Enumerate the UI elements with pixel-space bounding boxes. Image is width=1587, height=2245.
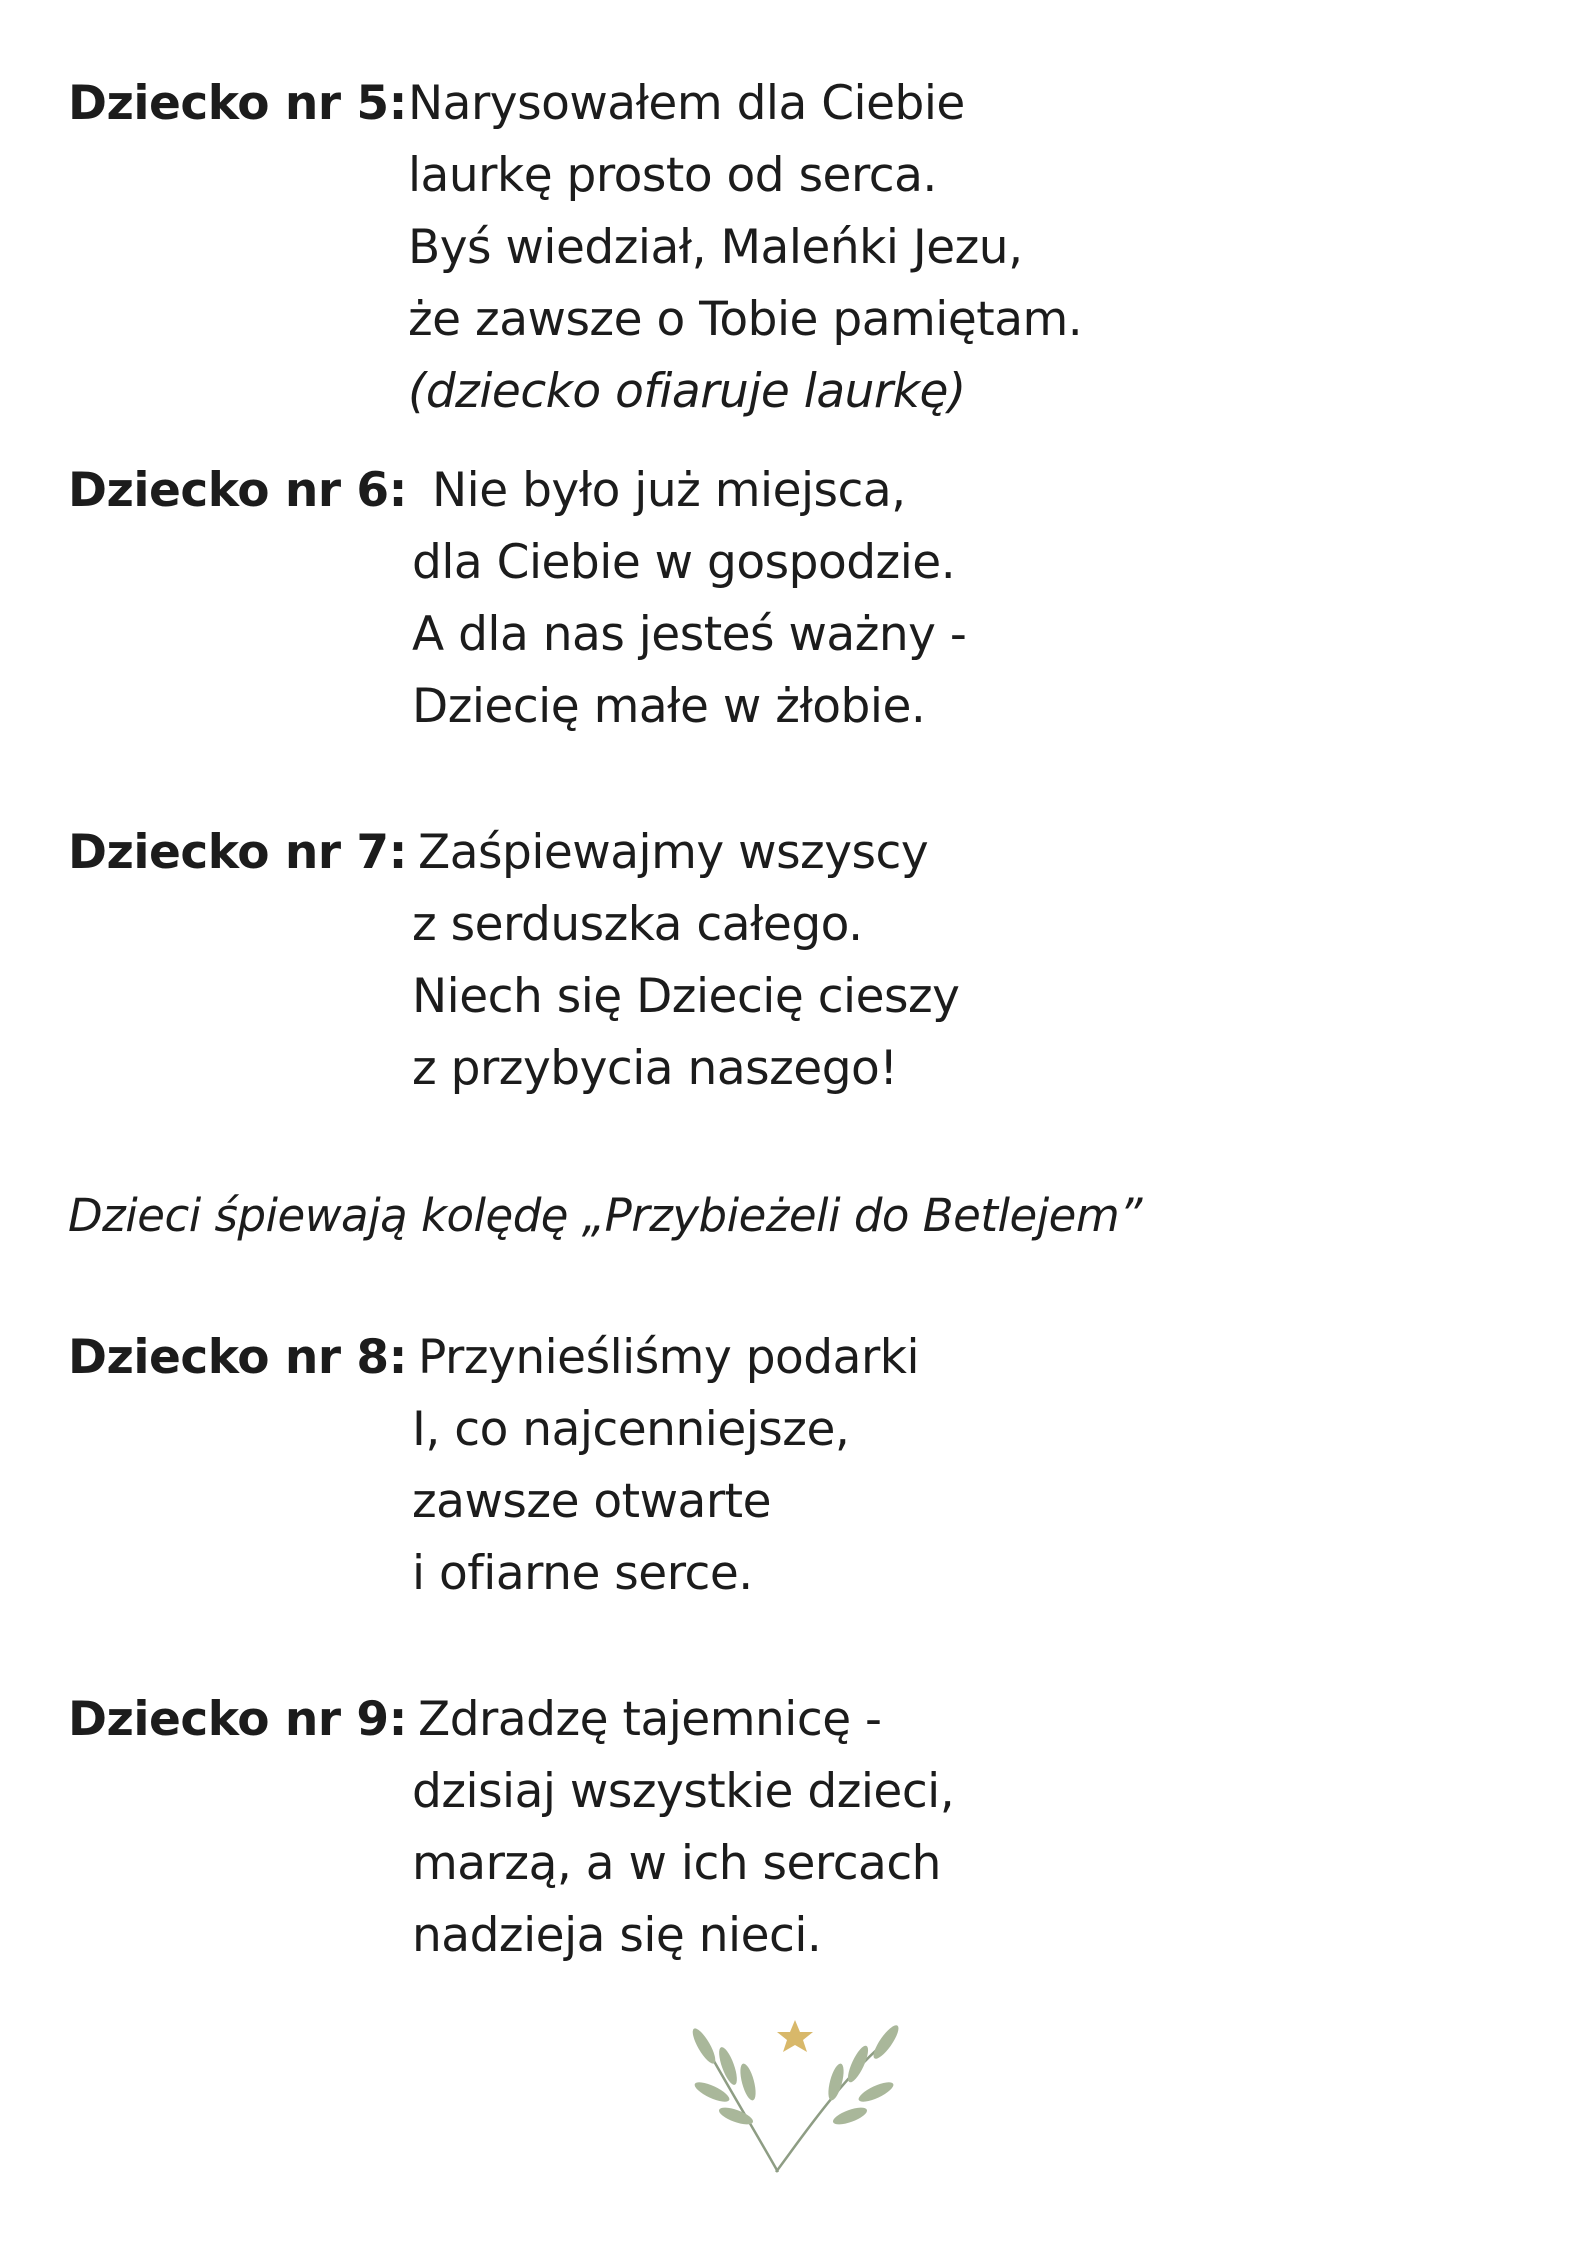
verse-block-7 (68, 817, 1168, 1105)
verse-line: I, co najcenniejsze, (412, 1402, 850, 1457)
verse-lines (412, 1684, 954, 1972)
verse-line: A dla nas jesteś ważny - (412, 607, 967, 662)
verse-line: Byś wiedział, Maleńki Jezu, (408, 220, 1023, 275)
verse-line: Nie było już miejsca, (432, 463, 906, 518)
verse-line: Przynieśliśmy podarki (418, 1330, 920, 1385)
stage-direction-inline: (dziecko ofiaruje laurkę) (408, 364, 966, 419)
stage-direction: Dzieci śpiewają kolędę „Przybieżeli do Betlejem” (68, 1189, 1142, 1242)
verse-line: Zdradzę tajemnicę - (418, 1692, 882, 1747)
verse-line: Zaśpiewajmy wszyscy (418, 825, 929, 880)
verse-line: Narysowałem dla Ciebie (408, 76, 965, 131)
verse-lines (408, 68, 1082, 428)
verse-line: Niech się Dziecię cieszy (412, 969, 960, 1024)
verse-line: laurkę prosto od serca. (408, 148, 937, 203)
verse-line: nadzieja się nieci. (412, 1908, 822, 1963)
verse-lines (412, 1322, 919, 1610)
speaker-label: Dziecko nr 6: (68, 463, 407, 518)
verse-line: że zawsze o Tobie pamiętam. (408, 292, 1083, 347)
verse-block-6 (68, 455, 1168, 743)
verse-line: dzisiaj wszystkie dzieci, (412, 1764, 955, 1819)
verse-lines (412, 455, 966, 743)
verse-line: Dziecię małe w żłobie. (412, 679, 926, 734)
branch-star-ornament (690, 2020, 920, 2180)
speaker-label: Dziecko nr 8: (68, 1330, 407, 1385)
verse-line: z przybycia naszego! (412, 1041, 898, 1096)
verse-block-5 (68, 68, 1168, 428)
verse-line: zawsze otwarte (412, 1474, 772, 1529)
verse-line: z serduszka całego. (412, 897, 863, 952)
verse-line: marzą, a w ich sercach (412, 1836, 941, 1891)
verse-lines (412, 817, 959, 1105)
verse-line: dla Ciebie w gospodzie. (412, 535, 956, 590)
left-branch-icon (690, 2026, 778, 2172)
verse-line: i ofiarne serce. (412, 1546, 753, 1601)
verse-block-8 (68, 1322, 1168, 1610)
speaker-label: Dziecko nr 7: (68, 825, 407, 880)
speaker-label: Dziecko nr 9: (68, 1692, 407, 1747)
speaker-label: Dziecko nr 5: (68, 76, 407, 131)
verse-block-9 (68, 1684, 1168, 1972)
star-icon (777, 2020, 813, 2052)
